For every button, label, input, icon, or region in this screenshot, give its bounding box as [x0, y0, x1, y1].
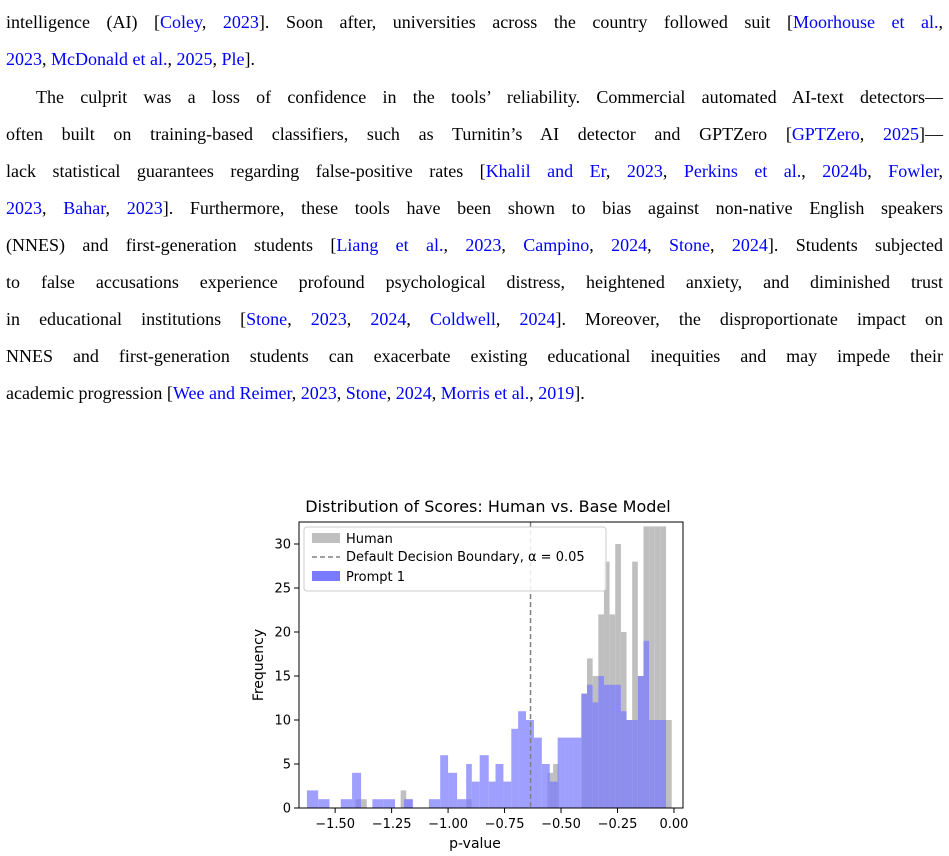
- bar-prompt1: [598, 676, 604, 808]
- bar-prompt1: [615, 685, 621, 808]
- legend-swatch-human: [312, 533, 340, 543]
- y-tick-label: 20: [274, 625, 291, 641]
- text-run: ,: [406, 309, 430, 329]
- bar-prompt1: [649, 720, 655, 808]
- citation-link[interactable]: 2023: [465, 235, 502, 255]
- citation-link[interactable]: GPTZero: [791, 124, 860, 144]
- text-run: (NNES) and first-generation students [: [6, 235, 337, 255]
- bar-prompt1: [558, 738, 566, 808]
- y-tick-label: 30: [274, 537, 291, 553]
- text-run: ,: [105, 198, 127, 218]
- text-run: ,: [501, 235, 524, 255]
- text-run: ]. Soon after, universities across the country followed suit [: [258, 12, 793, 32]
- citation-link[interactable]: 2023: [6, 198, 42, 218]
- text-run: ,: [605, 161, 627, 181]
- x-tick-label: 0.00: [659, 817, 689, 832]
- citation-link[interactable]: Coldwell: [429, 309, 496, 329]
- citation-link[interactable]: 2023: [626, 161, 663, 181]
- citation-link[interactable]: 2023: [6, 49, 42, 69]
- bar-prompt1: [480, 755, 489, 808]
- y-tick-label: 25: [274, 581, 291, 597]
- bar-prompt1: [466, 764, 472, 808]
- bar-prompt1: [489, 782, 496, 808]
- bar-prompt1: [472, 782, 480, 808]
- text-run: ,: [287, 309, 311, 329]
- text-run: ].: [244, 49, 255, 69]
- text-run: ,: [859, 124, 883, 144]
- y-axis-label: Frequency: [251, 628, 267, 702]
- citation-link[interactable]: Wee and Reimer: [172, 383, 292, 403]
- y-tick-label: 15: [274, 669, 291, 685]
- citation-link[interactable]: Stone: [668, 235, 710, 255]
- citation-link[interactable]: 2024: [519, 309, 556, 329]
- text-run: ,: [709, 235, 732, 255]
- citation-link[interactable]: 2023: [300, 383, 337, 403]
- citation-link[interactable]: Campino: [523, 235, 590, 255]
- bar-prompt1: [660, 720, 666, 808]
- citation-link[interactable]: 2023: [310, 309, 347, 329]
- bar-prompt1: [341, 799, 352, 808]
- text-run: ,: [201, 12, 223, 32]
- y-tick-label: 10: [274, 713, 291, 729]
- citation-link[interactable]: Perkins et al.: [683, 161, 802, 181]
- citation-link[interactable]: 2024b: [822, 161, 868, 181]
- x-axis: [315, 808, 688, 832]
- y-tick-label: 5: [282, 757, 291, 773]
- citation-link[interactable]: 2025: [883, 124, 919, 144]
- text-run: ]. Furthermore, these tools have been shown to bias against non-native English speakers: [162, 198, 944, 218]
- bar-prompt1: [318, 799, 329, 808]
- bar-prompt1: [448, 773, 457, 808]
- y-tick-label: 0: [282, 801, 291, 817]
- text-run: to false accusations experience profound psychological distress, heightened anxiety, and diminished trust: [6, 272, 943, 292]
- bar-prompt1: [457, 799, 466, 808]
- x-tick-label: −0.25: [597, 817, 638, 832]
- text-run: in educational institutions [: [6, 309, 247, 329]
- citation-link[interactable]: 2023: [222, 12, 259, 32]
- text-run: intelligence (AI) [: [6, 12, 161, 32]
- text-run: ,: [42, 49, 51, 69]
- text-run: ,: [938, 12, 944, 32]
- citation-link[interactable]: Morris et al.: [440, 383, 530, 403]
- citation-link[interactable]: McDonald et al.: [51, 49, 168, 69]
- text-run: academic progression [: [6, 383, 173, 403]
- text-run: ,: [431, 383, 441, 403]
- text-run: often built on training-based classifiers, such as Turnitin’s AI detector and GPTZero [: [6, 124, 792, 144]
- text-run: ,: [938, 161, 944, 181]
- text-run: ,: [662, 161, 684, 181]
- citation-link[interactable]: 2025: [176, 49, 213, 69]
- text-run: ,: [212, 49, 222, 69]
- text-run: lack statistical guarantees regarding false-positive rates [: [6, 161, 486, 181]
- text-run: ,: [167, 49, 177, 69]
- bar-prompt1: [638, 676, 644, 808]
- text-run: NNES and first-generation students can exacerbate existing educational inequities and may impede their: [6, 346, 943, 366]
- legend-label-human: Human: [346, 532, 393, 547]
- text-run: ,: [346, 309, 371, 329]
- chart-legend: [304, 527, 606, 591]
- x-tick-label: −0.75: [484, 817, 525, 832]
- text-run: ].: [574, 383, 585, 403]
- text-run: ]. Students subjected: [767, 235, 944, 255]
- citation-link[interactable]: 2023: [126, 198, 163, 218]
- bar-prompt1: [587, 685, 593, 808]
- text-run: ,: [42, 198, 64, 218]
- bar-prompt1: [440, 755, 448, 808]
- bar-prompt1: [655, 720, 661, 808]
- citation-link[interactable]: 2024: [731, 235, 768, 255]
- bar-prompt1: [581, 694, 587, 808]
- bar-prompt1: [621, 711, 627, 808]
- citation-link[interactable]: Moorhouse et al.: [792, 12, 939, 32]
- text-run: The culprit was a loss of confidence in the tools’ reliability. Commercial automated AI-text detectors—: [36, 87, 943, 107]
- text-run: ,: [443, 235, 466, 255]
- citation-link[interactable]: Ple: [221, 49, 245, 69]
- text-run: ,: [801, 161, 823, 181]
- x-axis-label: p-value: [449, 836, 501, 852]
- text-run: ,: [529, 383, 539, 403]
- x-tick-label: −1.00: [428, 817, 469, 832]
- text-run: ,: [589, 235, 612, 255]
- legend-swatch-prompt1: [312, 571, 340, 581]
- citation-link[interactable]: Khalil and Er: [485, 161, 606, 181]
- legend-label-prompt1: Prompt 1: [346, 570, 406, 585]
- citation-link[interactable]: Bahar: [63, 198, 106, 218]
- text-run: ,: [647, 235, 669, 255]
- bar-prompt1: [610, 685, 616, 808]
- bar-prompt1: [503, 782, 511, 808]
- bar-prompt1: [627, 720, 633, 808]
- bar-prompt1: [352, 773, 361, 808]
- bar-prompt1: [429, 799, 440, 808]
- text-run: ,: [386, 383, 396, 403]
- citation-link[interactable]: Stone: [345, 383, 387, 403]
- text-run: ]. Moreover, the disproportionate impact on: [555, 309, 944, 329]
- citation-link[interactable]: Stone: [246, 309, 288, 329]
- bar-prompt1: [496, 764, 504, 808]
- bar-prompt1: [604, 685, 610, 808]
- text-run: ,: [495, 309, 520, 329]
- chart-title: Distribution of Scores: Human vs. Base Model: [305, 497, 671, 516]
- text-run: ,: [867, 161, 889, 181]
- citation-link[interactable]: Coley: [160, 12, 202, 32]
- legend-label-boundary: Default Decision Boundary, α = 0.05: [346, 550, 585, 565]
- bar-prompt1: [550, 782, 558, 808]
- bar-prompt1: [372, 799, 383, 808]
- text-run: ,: [291, 383, 301, 403]
- bar-human: [361, 799, 367, 808]
- bar-prompt1: [573, 738, 581, 808]
- text-run: ,: [336, 383, 346, 403]
- bar-prompt1: [511, 729, 518, 808]
- citation-link[interactable]: 2024: [370, 309, 407, 329]
- x-tick-label: −0.50: [541, 817, 581, 832]
- bar-human: [666, 720, 672, 808]
- bar-prompt1: [307, 790, 318, 808]
- bar-prompt1: [632, 720, 638, 808]
- citation-link[interactable]: 2019: [538, 383, 575, 403]
- x-tick-label: −1.25: [371, 817, 412, 832]
- bar-prompt1: [643, 641, 649, 808]
- citation-link[interactable]: Liang et al.: [336, 235, 444, 255]
- bar-prompt1: [534, 738, 542, 808]
- y-axis: [274, 538, 299, 817]
- citation-link[interactable]: 2024: [611, 235, 648, 255]
- bar-prompt1: [518, 711, 526, 808]
- text-run: ]—: [919, 124, 943, 144]
- bar-prompt1: [384, 799, 395, 808]
- x-tick-label: −1.50: [315, 817, 356, 832]
- bar-prompt1: [566, 738, 574, 808]
- citation-link[interactable]: Fowler: [888, 161, 939, 181]
- bar-prompt1: [593, 702, 599, 808]
- citation-link[interactable]: 2024: [395, 383, 432, 403]
- bar-prompt1: [542, 764, 550, 808]
- bar-prompt1: [404, 799, 413, 808]
